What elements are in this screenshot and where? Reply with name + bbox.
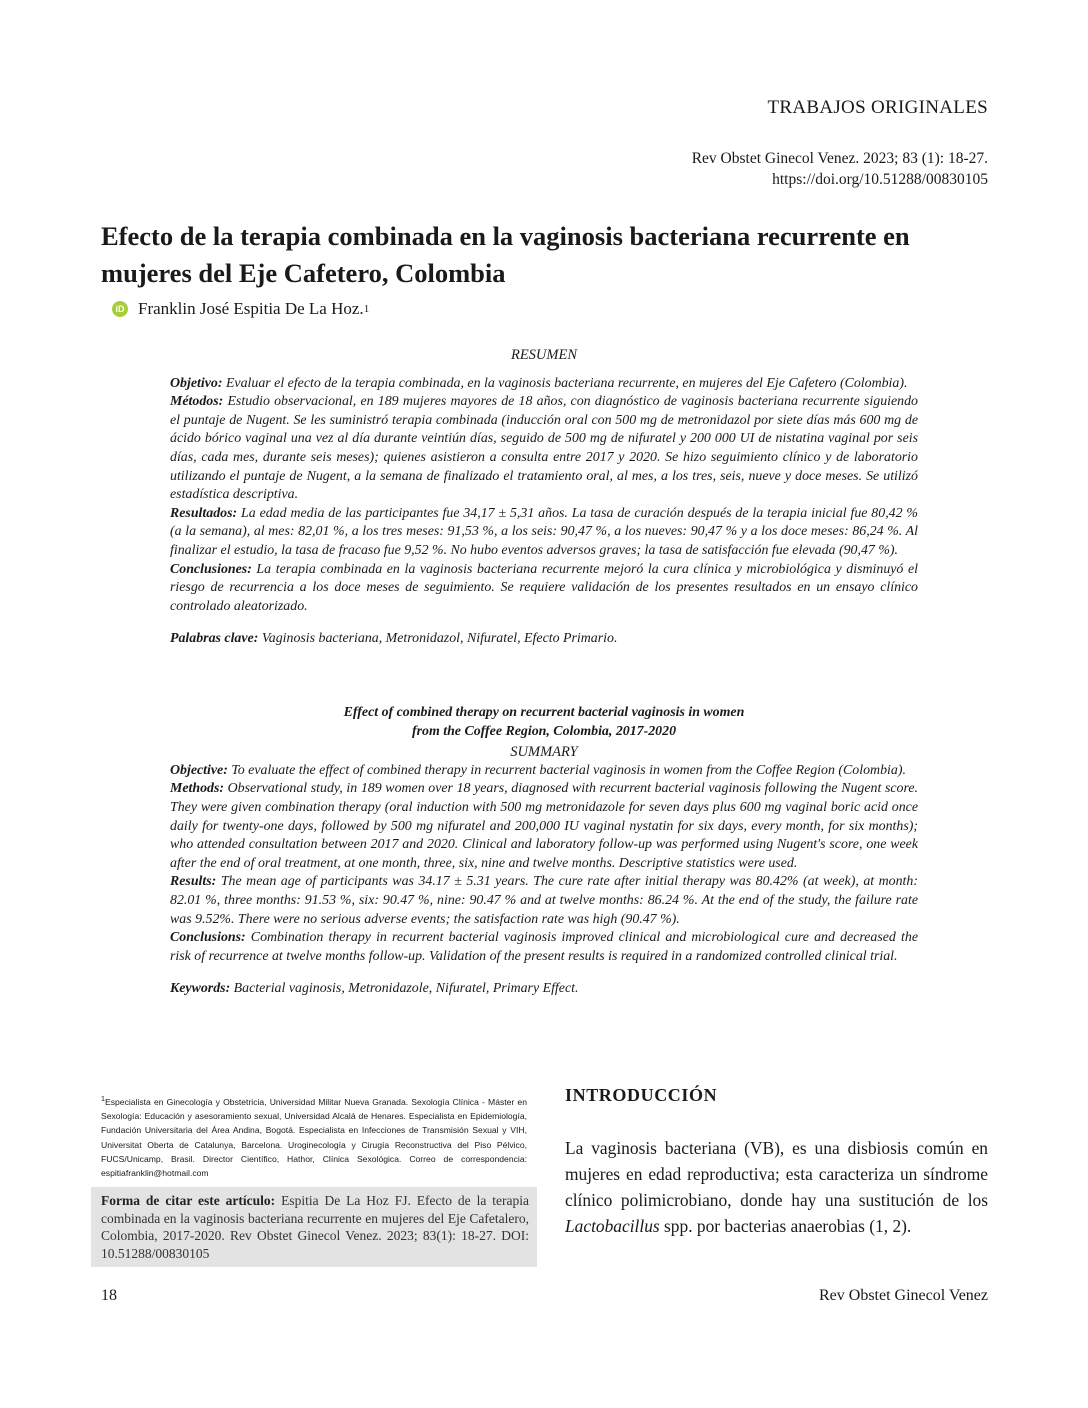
doi-link[interactable]: https://doi.org/10.51288/00830105 (772, 171, 988, 188)
section-label: TRABAJOS ORIGINALES (767, 97, 988, 118)
citation-line: Rev Obstet Ginecol Venez. 2023; 83 (1): 18-27. (691, 150, 988, 167)
paragraph-text: Evaluar el efecto de la terapia combinada, en la vaginosis bacteriana recurrente, en mujeres del Eje Cafetero (Colombia). (222, 375, 908, 391)
paragraph-text: Bacterial vaginosis, Metronidazole, Nifuratel, Primary Effect. (230, 981, 579, 997)
journal-citation (692, 148, 988, 190)
orcid-icon[interactable]: iD (112, 301, 128, 317)
paragraph-text: Vaginosis bacteriana, Metronidazol, Nifuratel, Efecto Primario. (258, 631, 618, 647)
label: Objective: (170, 762, 228, 778)
footer-journal-name: Rev Obstet Ginecol Venez (819, 1287, 988, 1304)
summary-heading: SUMMARY (510, 744, 578, 761)
english-title-line2: from the Coffee Region, Colombia, 2017-2020 (411, 723, 677, 739)
footnote-marker: 1 (101, 1095, 105, 1103)
paragraph-text: Observational study, in 189 women over 18 years, diagnosed with recurrent bacterial vaginosis following the Nugent score. They were given combination therapy (oral induction with 500 mg metronidazole for seven days plus 600 mg vaginal boric acid once daily for twenty-one days, followed by 500 mg nifuratel and 200,000 IU vaginal nystatin for six days, every month, for six months); who attended consultation between 2017 and 2020. Clinical and laboratory follow-up was performed using Nugent's score, one week after the end of oral treatment, at one month, three, six, nine and twelve months. Descriptive statistics were used. (170, 781, 918, 871)
label: Conclusions: (170, 930, 246, 946)
author-name: Franklin José Espitia De La Hoz. (138, 299, 364, 318)
author-line (112, 299, 369, 319)
paragraph-text: Combination therapy in recurrent bacterial vaginosis improved clinical and microbiological cure and decreased the risk of recurrence at twelve months follow-up. Validation of the present results is required in a randomized controlled clinical trial. (170, 930, 918, 964)
paragraph-text: La edad media de las participantes fue 34,17 ± 5,31 años. La tasa de curación después de la terapia inicial fue 80,42 % (a la semana), al mes: 82,01 %, a los tres meses: 91,53 %, a los seis: 90,47 %, a los nueves: 90,47 % y a los doce meses: 86,24 %. Al finalizar el estudio, la tasa de fracaso fue 9,52 %. No hubo eventos adversos graves; la tasa de satisfacción fue elevada (90,47 %). (170, 505, 918, 558)
label: Methods: (170, 781, 225, 797)
page-number: 18 (101, 1287, 117, 1304)
resumen-conclusiones (170, 561, 918, 617)
label: Objetivo: (170, 375, 223, 391)
english-title-line1: Effect of combined therapy on recurrent bacterial vaginosis in women (343, 705, 745, 720)
label: Conclusiones: (170, 561, 252, 577)
summary-block (170, 704, 918, 999)
summary-conclusions (170, 929, 918, 966)
cite-text: Espitia De La Hoz FJ. Efecto de la terapia combinada en la vaginosis bacteriana recurrente en mujeres del Eje Cafetalero, Colombia, 2017-2020. Rev Obstet Ginecol Venez. 2023; 83(1): 18-27. DOI: 10.51288/00830105 (101, 1193, 529, 1261)
resumen-block (170, 346, 918, 649)
affiliation-footnote (101, 1092, 527, 1181)
introduction-heading: INTRODUCCIÓN (565, 1085, 718, 1105)
label: Keywords: (170, 981, 231, 997)
intro-text: spp. por bacterias anaerobias (1, 2). (659, 1216, 912, 1236)
summary-keywords (170, 980, 918, 999)
label: Results: (170, 874, 217, 890)
footnote-text: Especialista en Ginecología y Obstetricia, Universidad Militar Nueva Granada. Sexología Clínica - Máster en Sexología: Educación y asesoramiento sexual, Universidad Alcalá de Henares. Especialista en Epidemiología, Fundación Universitaria del Área Andina, Bogotá. Especialista en Infecciones de Transmisión Sexual y VIH, Universitat Oberta de Catalunya, Barcelona. Uroginecología y Cirugía Reconstructiva del Piso Pélvico, FUCS/Unicamp, Brasil. Director Científico, Hathor, Clínica Sexológica. Correo de correspondencia: espitiafranklin@hotmail.com (101, 1096, 527, 1179)
intro-text: La vaginosis bacteriana (VB), es una disbiosis común en mujeres en edad reproductiva; esta caracteriza un síndrome clínico polimicrobiano, donde hay una sustitución de los (565, 1138, 988, 1210)
resumen-keywords (170, 630, 918, 649)
english-title (170, 704, 918, 741)
paragraph-text: Estudio observacional, en 189 mujeres mayores de 18 años, con diagnóstico de vaginosis bacteriana recurrente siguiendo el puntaje de Nugent. Se les suministró terapia combinada (inducción oral con 500 mg de metronidazol por siete días más 600 mg de ácido bórico vaginal una vez al día durante veintiún días, seguido de 500 mg de nifuratel y 200 000 UI de nistatina vaginal por seis días, cada mes, durante seis meses); quienes asistieron a consulta entre 2017 y 2020. Se hizo seguimiento clínico y de laboratorio utilizando el puntaje de Nugent, a la semana de finalizado el tratamiento oral, al mes, a los tres, seis, nueve y doce meses. Se utilizó estadística descriptiva. (170, 394, 918, 503)
label: Resultados: (170, 505, 238, 521)
introduction-paragraph (565, 1135, 988, 1239)
cite-label: Forma de citar este artículo: (101, 1193, 276, 1208)
paragraph-text: To evaluate the effect of combined therapy in recurrent bacterial vaginosis in women from the Coffee Region (Colombia). (227, 762, 906, 778)
label: Palabras clave: (170, 631, 259, 647)
paragraph-text: La terapia combinada en la vaginosis bacteriana recurrente mejoró la cura clínica y microbiológica y disminuyó el riesgo de recurrencia a los doce meses de seguimiento. Se requiere validación de los presentes resultados en un ensayo clínico controlado aleatorizado. (170, 561, 918, 614)
resumen-objetivo (170, 375, 918, 394)
author-affiliation-marker: 1 (363, 303, 370, 315)
resumen-metodos (170, 393, 918, 505)
intro-genus: Lactobacillus (565, 1216, 660, 1236)
resumen-heading: RESUMEN (510, 347, 578, 363)
summary-methods (170, 780, 918, 873)
summary-results (170, 873, 918, 929)
label: Métodos: (170, 394, 224, 410)
article-title: Efecto de la terapia combinada en la vaginosis bacteriana recurrente en mujeres del Eje Cafetero, Colombia (101, 221, 910, 288)
how-to-cite-box (91, 1187, 537, 1267)
resumen-resultados (170, 505, 918, 561)
summary-objective (170, 762, 918, 781)
paragraph-text: The mean age of participants was 34.17 ± 5.31 years. The cure rate after initial therapy was 80.42% (at week), at month: 82.01 %, three months: 91.53 %, six: 90.47 %, nine: 90.47 % and at twelve months: 86.24 %. At the end of the study, the failure rate was 9.52%. There were no serious adverse events; the satisfaction rate was high (90.47 %). (170, 874, 918, 927)
